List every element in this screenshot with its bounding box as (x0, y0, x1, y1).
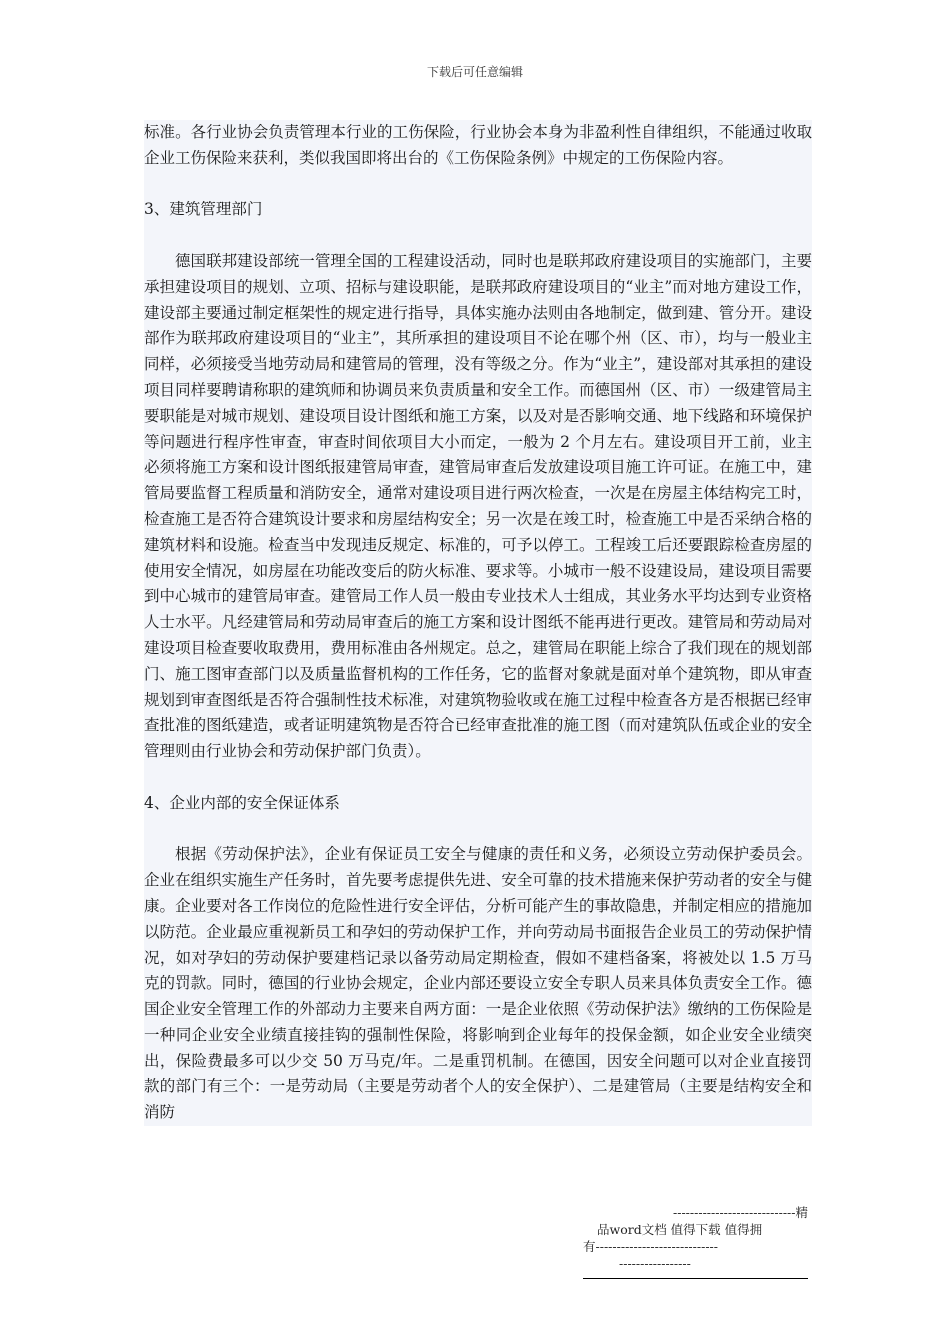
paragraph-gap (144, 223, 812, 249)
footer-line-2: 品word文档 值得下载 值得拥 (597, 1222, 763, 1237)
section-3-heading: 3、建筑管理部门 (144, 200, 263, 219)
paragraph-gap (144, 765, 812, 791)
document-body (144, 120, 812, 1126)
page-footer (583, 1204, 808, 1279)
section-4-heading: 4、企业内部的安全保证体系 (144, 793, 340, 812)
paragraph-gap (144, 817, 812, 843)
footer-line-1: -----------------------------精 (673, 1205, 808, 1220)
intro-paragraph: 标准。各行业协会负责管理本行业的工伤保险，行业协会本身为非盈利性自律组织，不能通过收取企业工伤保险来获利，类似我国即将出台的《工伤保险条例》中规定的工伤保险内容。 (144, 123, 812, 167)
paragraph-gap (144, 172, 812, 198)
section-4-paragraph: 根据《劳动保护法》，企业有保证员工安全与健康的责任和义务，必须设立劳动保护委员会。企业在组织实施生产任务时，首先要考虑提供先进、安全可靠的技术措施来保护劳动者的安全与健康。企业要对各工作岗位的危险性进行安全评估，分析可能产生的事故隐患，并制定相应的措施加以防范。企业最应重视新员工和孕妇的劳动保护工作，并向劳动局书面报告企业员工的劳动保护情况，如对孕妇的劳动保护要建档记录以备劳动局定期检查，假如不建档备案，将被处以 1.5 万马克的罚款。同时，德国的行业协会规定，企业内部还要设立安全专职人员来具体负责安全工作。德国企业安全管理工作的外部动力主要来自两方面：一是企业依照《劳动保护法》缴纳的工伤保险是一种同企业安全业绩直接挂钩的强制性保险，将影响到企业每年的投保金额，如企业安全业绩突出，保险费最多可以少交 50 万马克/年。二是重罚机制。在德国，因安全问题可以对企业直接罚款的部门有三个：一是劳动局（主要是劳动者个人的安全保护）、二是建管局（主要是结构安全和消防 (144, 845, 812, 1122)
footer-rule (583, 1278, 808, 1279)
section-3-paragraph: 德国联邦建设部统一管理全国的工程建设活动，同时也是联邦政府建设项目的实施部门，主要承担建设项目的规划、立项、招标与建设职能，是联邦政府建设项目的“业主”而对地方建设工作，建设部主要通过制定框架性的规定进行指导，具体实施办法则由各地制定，做到建、管分开。建设部作为联邦政府建设项目的“业主”，其所承担的建设项目不论在哪个州（区、市），均与一般业主同样，必须接受当地劳动局和建管局的管理，没有等级之分。作为“业主”，建设部对其承担的建设项目同样要聘请称职的建筑师和协调员来负责质量和安全工作。而德国州（区、市）一级建管局主要职能是对城市规划、建设项目设计图纸和施工方案，以及对是否影响交通、地下线路和环境保护等问题进行程序性审查，审查时间依项目大小而定，一般为 2 个月左右。建设项目开工前，业主必须将施工方案和设计图纸报建管局审查，建管局审查后发放建设项目施工许可证。在施工中，建管局要监督工程质量和消防安全，通常对建设项目进行两次检查，一次是在房屋主体结构完工时，检查施工是否符合建筑设计要求和房屋结构安全；另一次是在竣工时，检查施工中是否采纳合格的建筑材料和设施。检查当中发现违反规定、标准的，可予以停工。工程竣工后还要跟踪检查房屋的使用安全情况，如房屋在功能改变后的防火标准、要求等。小城市一般不设建设局，建设项目需要到中心城市的建管局审查。建管局工作人员一般由专业技术人士组成，其业务水平均达到专业资格人士水平。凡经建管局和劳动局审查后的施工方案和设计图纸不能再进行更改。建管局和劳动局对建设项目检查要收取费用，费用标准由各州规定。总之，建管局在职能上综合了我们现在的规划部门、施工图审查部门以及质量监督机构的工作任务，它的监督对象就是面对单个建筑物，即从审查规划到审查图纸是否符合强制性技术标准，对建筑物验收或在施工过程中检查各方是否根据已经审查批准的图纸建造，或者证明建筑物是否符合已经审查批准的施工图（而对建筑队伍或企业的安全管理则由行业协会和劳动保护部门负责）。 (144, 251, 812, 761)
footer-line-3: 有----------------------------- (583, 1239, 718, 1254)
footer-line-4: ----------------- (619, 1256, 691, 1271)
page-header: 下载后可任意编辑 (426, 65, 523, 79)
